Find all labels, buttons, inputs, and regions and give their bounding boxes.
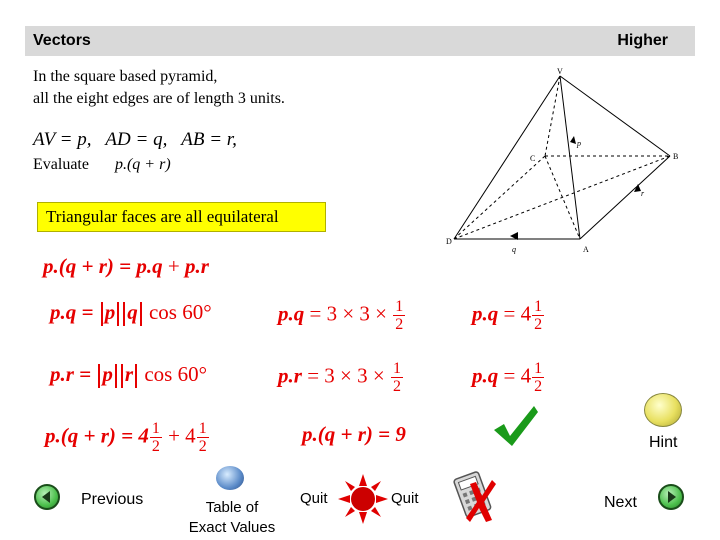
pq-sub-lhs: p.q xyxy=(278,301,305,326)
pq-formula-p: p xyxy=(104,300,116,324)
pr-result-lhs: p.q xyxy=(472,363,499,388)
pq-sub-den: 2 xyxy=(395,316,404,333)
pr-sub-eq: = 3 × 3 × xyxy=(307,363,385,388)
vertex-label-d: D xyxy=(446,237,452,246)
pq-result-eq: = 4 xyxy=(503,301,532,326)
arrow-p xyxy=(570,136,576,144)
vertex-label-b: B xyxy=(673,152,679,161)
problem-line-1: In the square based pyramid, xyxy=(33,68,218,85)
pr-formula xyxy=(50,362,207,388)
pr-formula-r: r xyxy=(124,362,134,386)
vector-def-av: AV = p, xyxy=(33,129,92,150)
expansion-term-pq: p.q xyxy=(136,254,163,278)
pq-formula-lhs: p.q = xyxy=(50,300,94,324)
level-label: Higher xyxy=(617,32,668,49)
working-row-1 xyxy=(43,254,209,279)
vector-def-ad: AD = q, xyxy=(105,129,168,150)
evaluate-label: Evaluate xyxy=(33,156,89,173)
final-answer: p.(q + r) = 9 xyxy=(302,422,406,446)
quit-label-left[interactable]: Quit xyxy=(300,490,328,507)
pq-result xyxy=(472,298,545,333)
expansion-plus: + xyxy=(162,254,185,278)
calculator-cross-icon[interactable] xyxy=(452,468,502,524)
page-title: Vectors xyxy=(33,32,91,49)
vector-label-r: r xyxy=(641,189,645,198)
evaluate-expression: p.(q + r) xyxy=(114,156,171,173)
pr-formula-lhs: p.r = xyxy=(50,362,92,386)
table-of-exact-values-button[interactable] xyxy=(185,498,279,538)
pr-result-eq: = 4 xyxy=(503,363,532,388)
problem-line-2: all the eight edges are of length 3 units. xyxy=(33,90,285,107)
vector-label-q: q xyxy=(512,245,516,254)
problem-statement xyxy=(33,66,285,110)
correct-tick-icon xyxy=(490,402,540,450)
previous-label[interactable]: Previous xyxy=(81,491,144,508)
pq-formula-q: q xyxy=(127,300,138,324)
vector-label-p: p xyxy=(577,139,581,148)
arrow-right-icon xyxy=(660,486,682,508)
previous-button[interactable] xyxy=(34,484,60,510)
evaluate-line xyxy=(33,156,171,174)
hint-box xyxy=(37,202,326,232)
pq-sub-eq: = 3 × 3 × xyxy=(309,301,388,326)
quit-sun-icon[interactable] xyxy=(338,474,388,524)
vector-def-ab: AB = r, xyxy=(181,129,237,150)
vector-definitions xyxy=(33,129,237,151)
pq-result-den: 2 xyxy=(534,316,543,333)
vertex-label-v: V xyxy=(557,67,563,76)
hint-button-label[interactable]: Hint xyxy=(649,434,678,451)
vertex-label-c: C xyxy=(530,154,536,163)
pr-sub-num: 1 xyxy=(392,360,401,377)
sum-num-1: 1 xyxy=(151,420,160,437)
vertex-label-a: A xyxy=(583,245,589,254)
sum-working xyxy=(45,420,210,455)
next-label[interactable]: Next xyxy=(604,494,637,511)
hint-bulb-icon[interactable] xyxy=(644,393,682,427)
arrow-left-icon xyxy=(36,486,58,508)
pr-result xyxy=(472,360,545,395)
pq-result-num: 1 xyxy=(534,298,543,315)
edge-ab xyxy=(580,156,670,239)
pr-sub-lhs: p.r xyxy=(278,363,302,388)
table-label-line1: Table of xyxy=(205,499,259,516)
pr-result-num: 1 xyxy=(534,360,543,377)
pq-result-lhs: p.q xyxy=(472,301,499,326)
sum-mid: + 4 xyxy=(162,423,196,448)
expansion-lhs: p.(q + r) = xyxy=(43,254,137,278)
table-label-line2: Exact Values xyxy=(188,519,276,536)
quit-label-right[interactable]: Quit xyxy=(391,490,419,507)
edge-va xyxy=(560,76,580,239)
hint-box-text: Triangular faces are all equilateral xyxy=(46,207,279,226)
header-bar xyxy=(25,26,695,56)
pr-result-den: 2 xyxy=(534,378,543,395)
pq-formula xyxy=(50,300,212,326)
pq-sub-num: 1 xyxy=(395,298,404,315)
sum-den-1: 2 xyxy=(151,438,160,455)
table-globe-icon[interactable] xyxy=(216,466,244,490)
sum-den-2: 2 xyxy=(198,438,207,455)
pr-sub-den: 2 xyxy=(392,378,401,395)
expansion-term-pr: p.r xyxy=(184,254,209,278)
edge-vd xyxy=(454,76,560,239)
pq-substitution xyxy=(278,298,406,333)
pr-formula-p: p xyxy=(102,362,113,386)
pr-substitution xyxy=(278,360,404,395)
pr-formula-cos: cos 60° xyxy=(144,362,207,386)
pyramid-diagram xyxy=(440,64,690,264)
pq-formula-cos: cos 60° xyxy=(148,300,212,324)
sum-lhs: p.(q + r) = 4 xyxy=(45,423,149,448)
next-button[interactable] xyxy=(658,484,684,510)
sum-num-2: 1 xyxy=(198,420,207,437)
